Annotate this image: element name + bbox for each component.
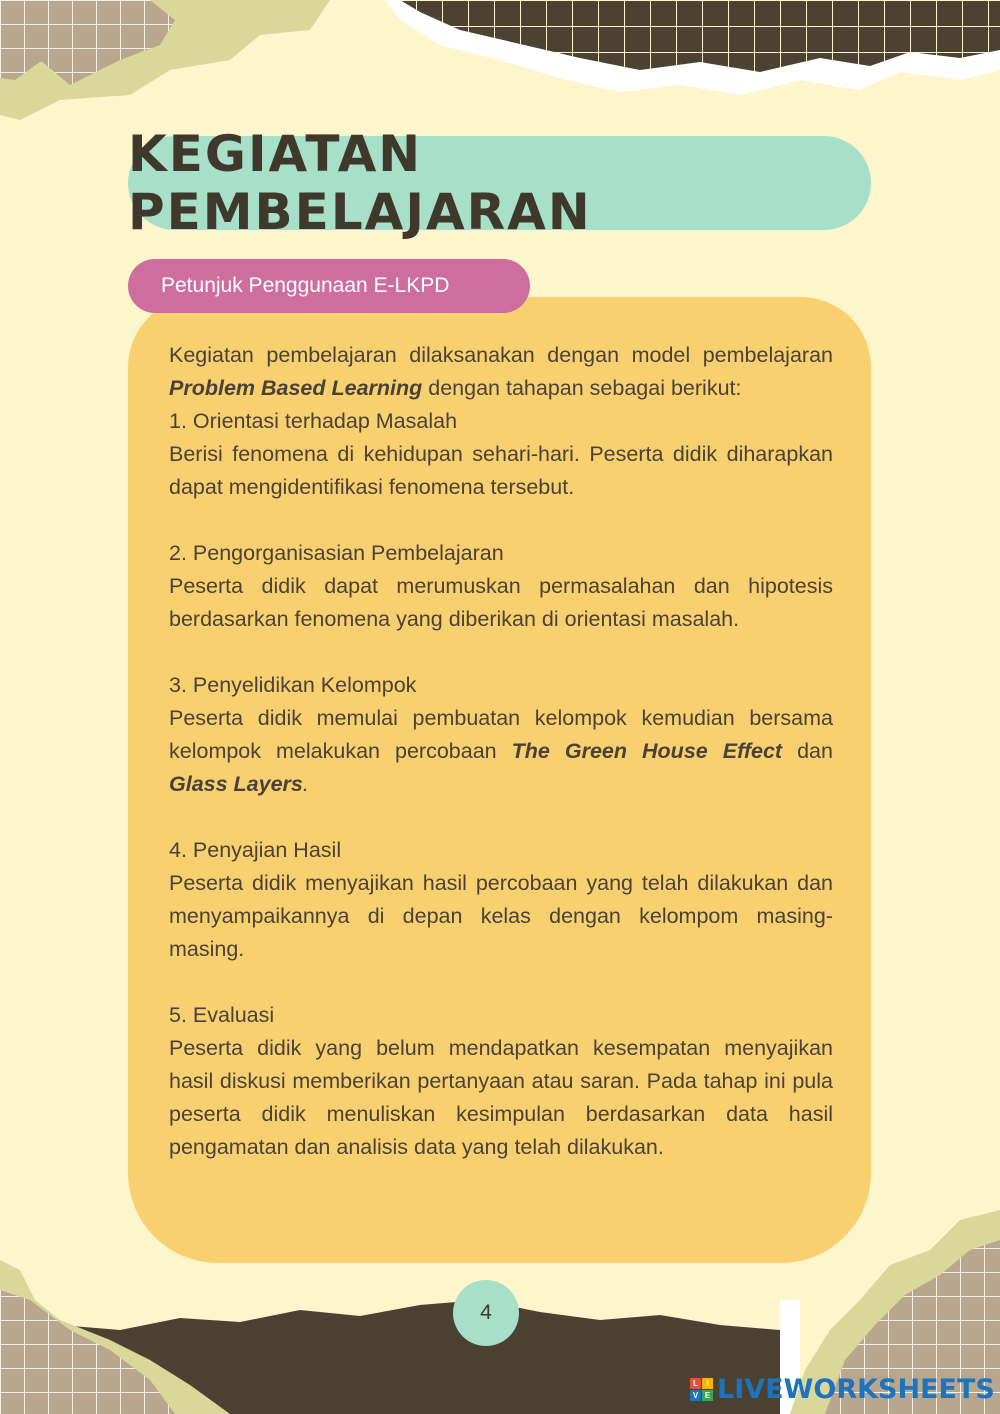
liveworksheets-text: LIVEWORKSHEETS: [717, 1373, 995, 1405]
step2-body: Peserta didik dapat merumuskan permasalahan dan hipotesis berdasarkan fenomena yang diberikan di orientasi masalah.: [169, 574, 833, 631]
experiment-name-1: The Green House Effect: [511, 739, 783, 763]
liveworksheets-watermark: [690, 1372, 995, 1406]
liveworksheets-logo-icon: L I V E: [690, 1378, 713, 1401]
title-banner: [128, 125, 871, 241]
intro-model-name: Problem Based Learning: [169, 376, 423, 400]
step2-title: 2. Pengorganisasian Pembelajaran: [169, 541, 504, 565]
page-number: 4: [453, 1280, 519, 1346]
intro-paragraph: Kegiatan pembelajaran dilaksanakan dengan model pembelajaran Problem Based Learning dengan tahapan sebagai berikut:: [169, 343, 833, 400]
content-body: [169, 339, 833, 1164]
subtitle-tab: [128, 259, 530, 313]
page-title: KEGIATAN PEMBELAJARAN: [128, 125, 592, 241]
subtitle-label: Petunjuk Penggunaan E-LKPD: [161, 274, 450, 297]
step3-body: Peserta didik memulai pembuatan kelompok kemudian bersama kelompok melakukan percobaan The Green House Effect dan Glass Layers.: [169, 706, 833, 796]
step5-title: 5. Evaluasi: [169, 1003, 275, 1027]
experiment-name-2: Glass Layers: [169, 772, 303, 796]
step1-title: 1. Orientasi terhadap Masalah: [169, 409, 458, 433]
step5-body: Peserta didik yang belum mendapatkan kesempatan menyajikan hasil diskusi memberikan pertanyaan atau saran. Pada tahap ini pula peserta didik menuliskan kesimpulan berdasarkan data hasil pengamatan dan analisis data yang telah dilakukan.: [169, 1036, 833, 1159]
step4-body: Peserta didik menyajikan hasil percobaan yang telah dilakukan dan menyampaikannya di depan kelas dengan kelompom masing-masing.: [169, 871, 833, 961]
step1-body: Berisi fenomena di kehidupan sehari-hari. Peserta didik diharapkan dapat mengidentifikasi fenomena tersebut.: [169, 442, 833, 499]
step4-title: 4. Penyajian Hasil: [169, 838, 342, 862]
step3-title: 3. Penyelidikan Kelompok: [169, 673, 417, 697]
